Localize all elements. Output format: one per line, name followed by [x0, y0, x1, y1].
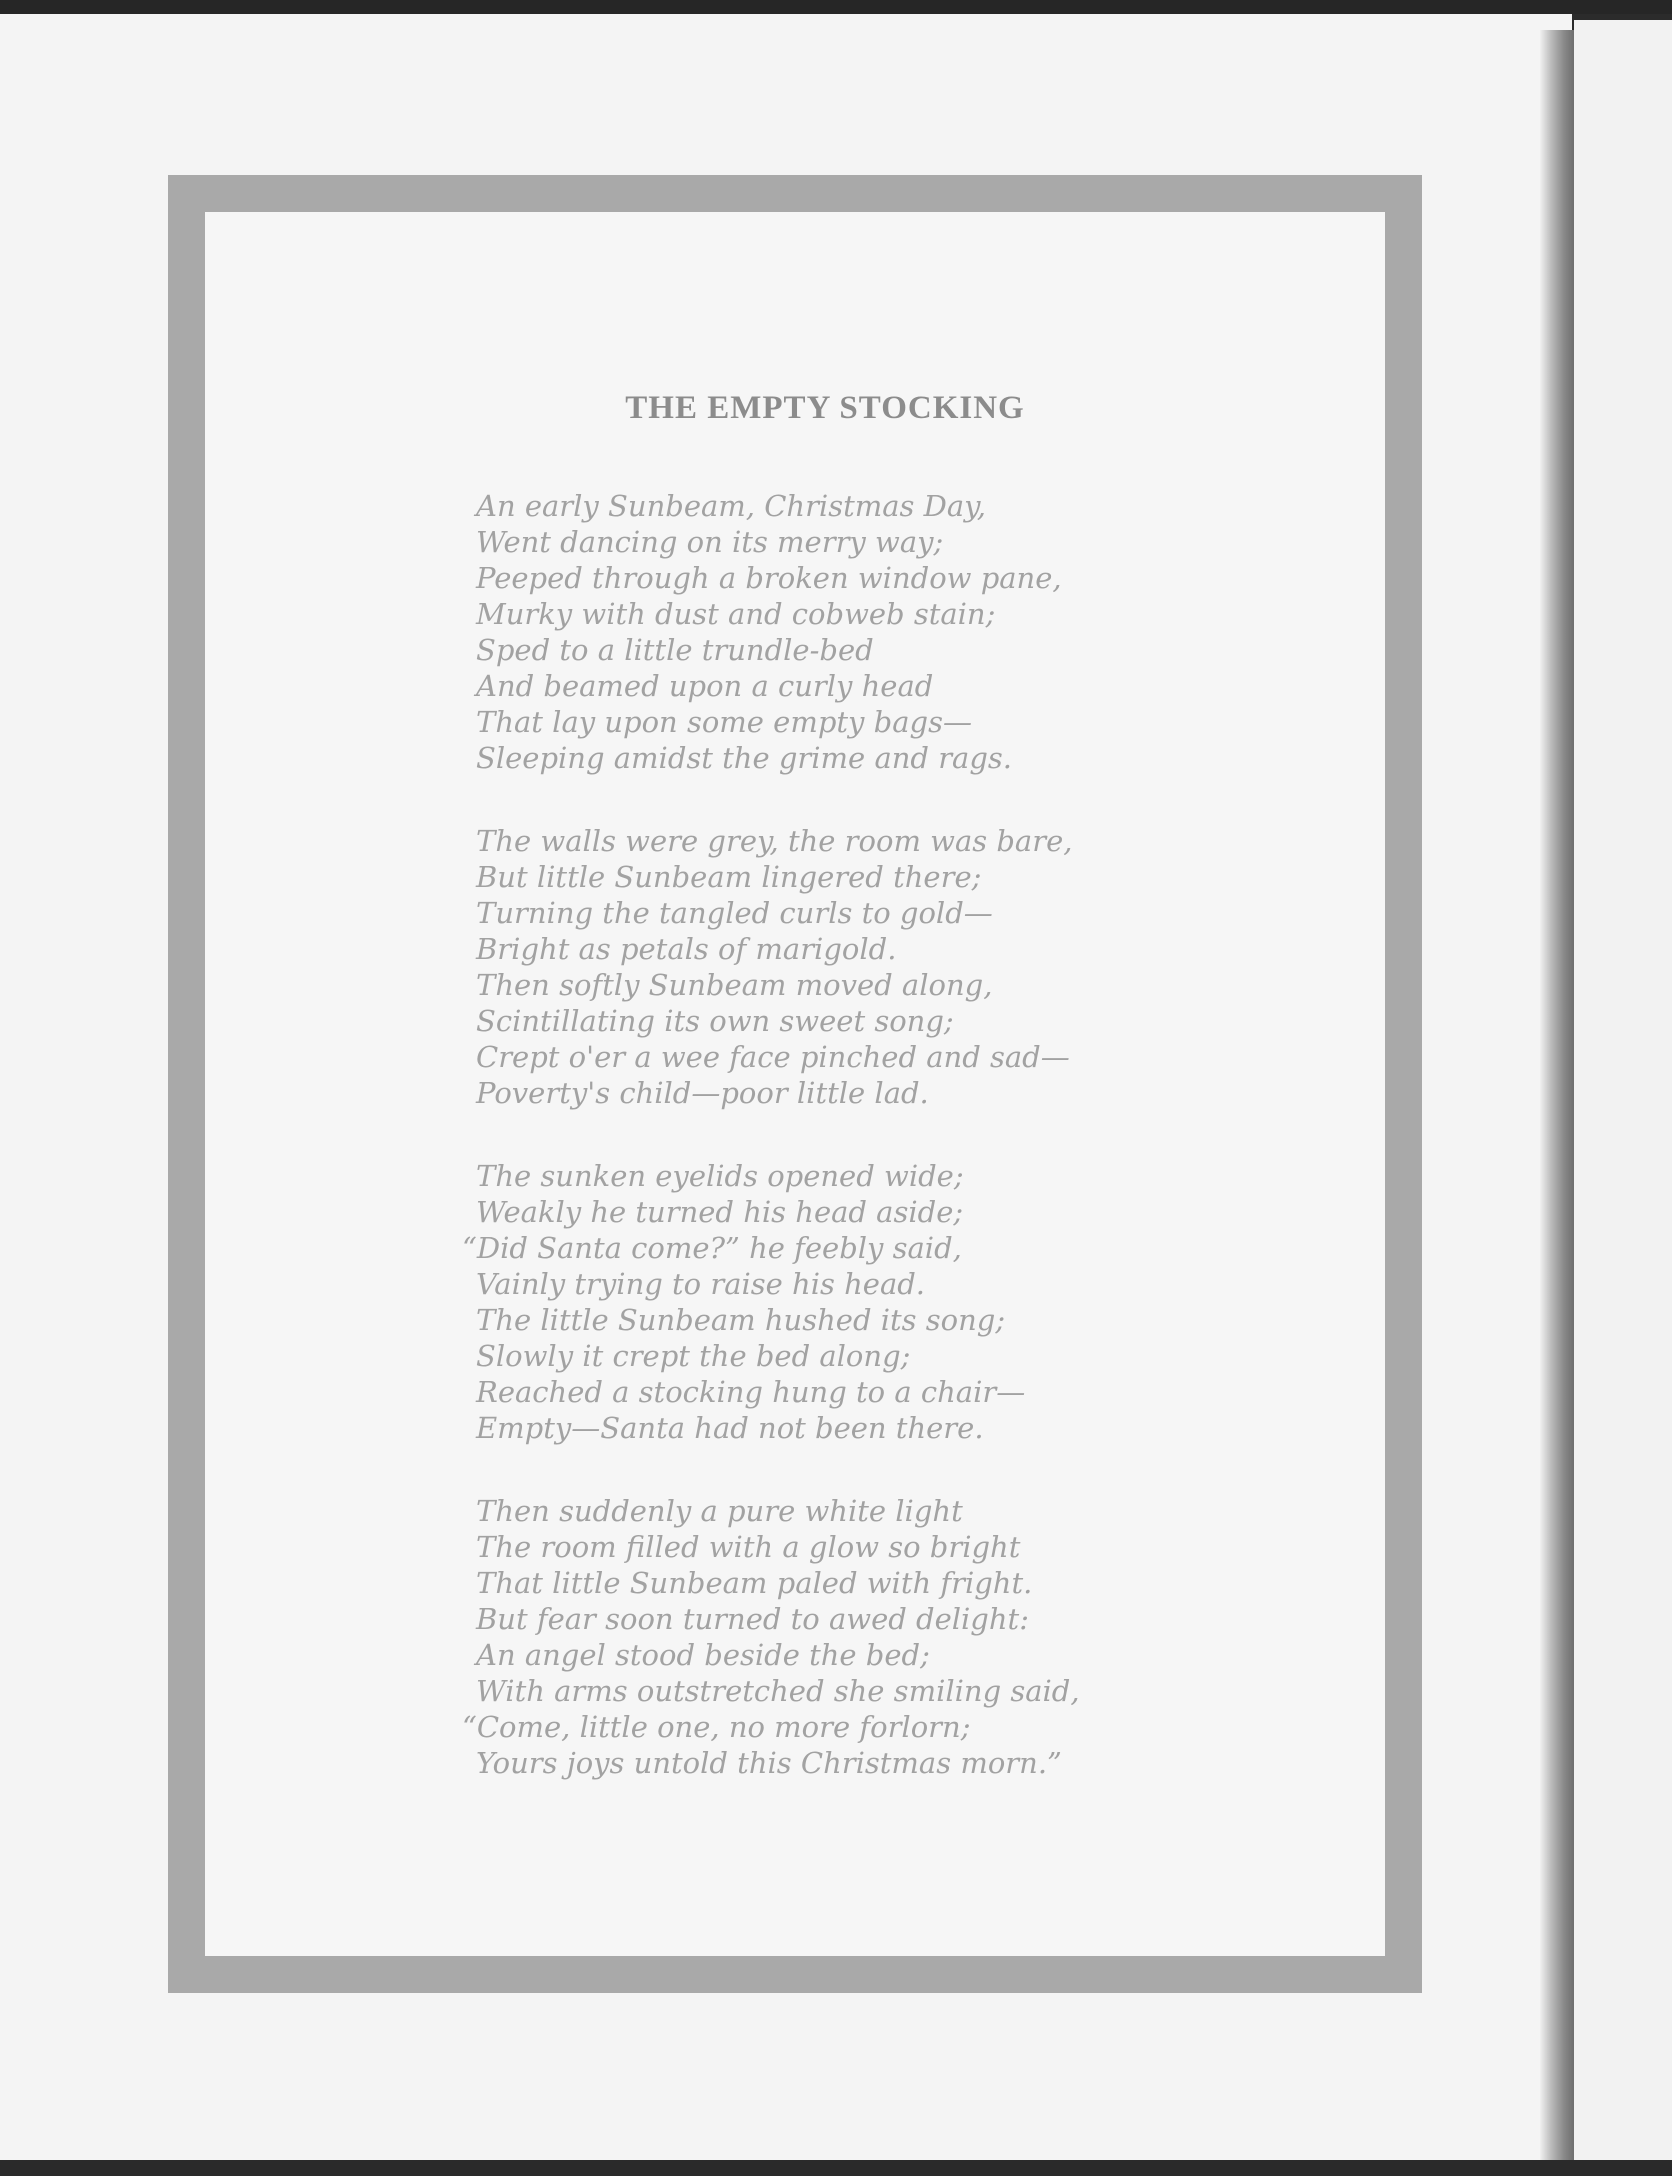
poem-line: Slowly it crept the bed along;: [476, 1339, 911, 1373]
stanza-3: [462, 1158, 1196, 1446]
poem-line: Sleeping amidst the grime and rags.: [476, 741, 1013, 775]
poem-body: [462, 488, 1196, 1828]
poem-line: Murky with dust and cobweb stain;: [476, 597, 996, 631]
poem-line: Reached a stocking hung to a chair—: [476, 1375, 1026, 1409]
poem-line: “Did Santa come?” he feebly said,: [462, 1231, 962, 1265]
poem-line: But little Sunbeam lingered there;: [476, 860, 982, 894]
poem-line: The walls were grey, the room was bare,: [476, 824, 1073, 858]
poem-line: Turning the tangled curls to gold—: [476, 896, 993, 930]
page-gutter-shadow: [1540, 30, 1574, 2160]
poem-line: That little Sunbeam paled with fright.: [476, 1566, 1033, 1600]
scan-bottom-border: [0, 2160, 1672, 2176]
poem-line: That lay upon some empty bags—: [476, 705, 972, 739]
poem-line: Weakly he turned his head aside;: [476, 1195, 964, 1229]
scan-top-border: [0, 0, 1672, 14]
poem-line: With arms outstretched she smiling said,: [476, 1674, 1080, 1708]
poem-line: The little Sunbeam hushed its song;: [476, 1303, 1006, 1337]
poem-line: Went dancing on its merry way;: [476, 525, 944, 559]
poem-title: THE EMPTY STOCKING: [625, 390, 1025, 426]
poem-line: Then suddenly a pure white light: [476, 1494, 963, 1528]
poem-line: Peeped through a broken window pane,: [476, 561, 1062, 595]
poem-line: The sunken eyelids opened wide;: [476, 1159, 964, 1193]
poem-line: Crept o'er a wee face pinched and sad—: [476, 1040, 1070, 1074]
poem-line: Yours joys untold this Christmas morn.”: [476, 1746, 1062, 1780]
poem-line: An early Sunbeam, Christmas Day,: [476, 489, 986, 523]
poem-line: Vainly trying to raise his head.: [476, 1267, 926, 1301]
poem-line: Empty—Santa had not been there.: [476, 1411, 984, 1445]
poem-line: Sped to a little trundle-bed: [476, 633, 874, 667]
stanza-2: [476, 823, 1196, 1111]
poem-line: Bright as petals of marigold.: [476, 932, 897, 966]
stanza-1: [476, 488, 1196, 776]
poem-line: Then softly Sunbeam moved along,: [476, 968, 993, 1002]
poem-line: Poverty's child—poor little lad.: [476, 1076, 929, 1110]
poem-line: But fear soon turned to awed delight:: [476, 1602, 1029, 1636]
stanza-4: [462, 1493, 1196, 1781]
poem-line: An angel stood beside the bed;: [476, 1638, 930, 1672]
poem-line: And beamed upon a curly head: [476, 669, 934, 703]
poem-line: The room filled with a glow so bright: [476, 1530, 1021, 1564]
poem-line: “Come, little one, no more forlorn;: [462, 1710, 971, 1744]
adjacent-page-edge: [1574, 20, 1672, 2176]
poem-line: Scintillating its own sweet song;: [476, 1004, 954, 1038]
